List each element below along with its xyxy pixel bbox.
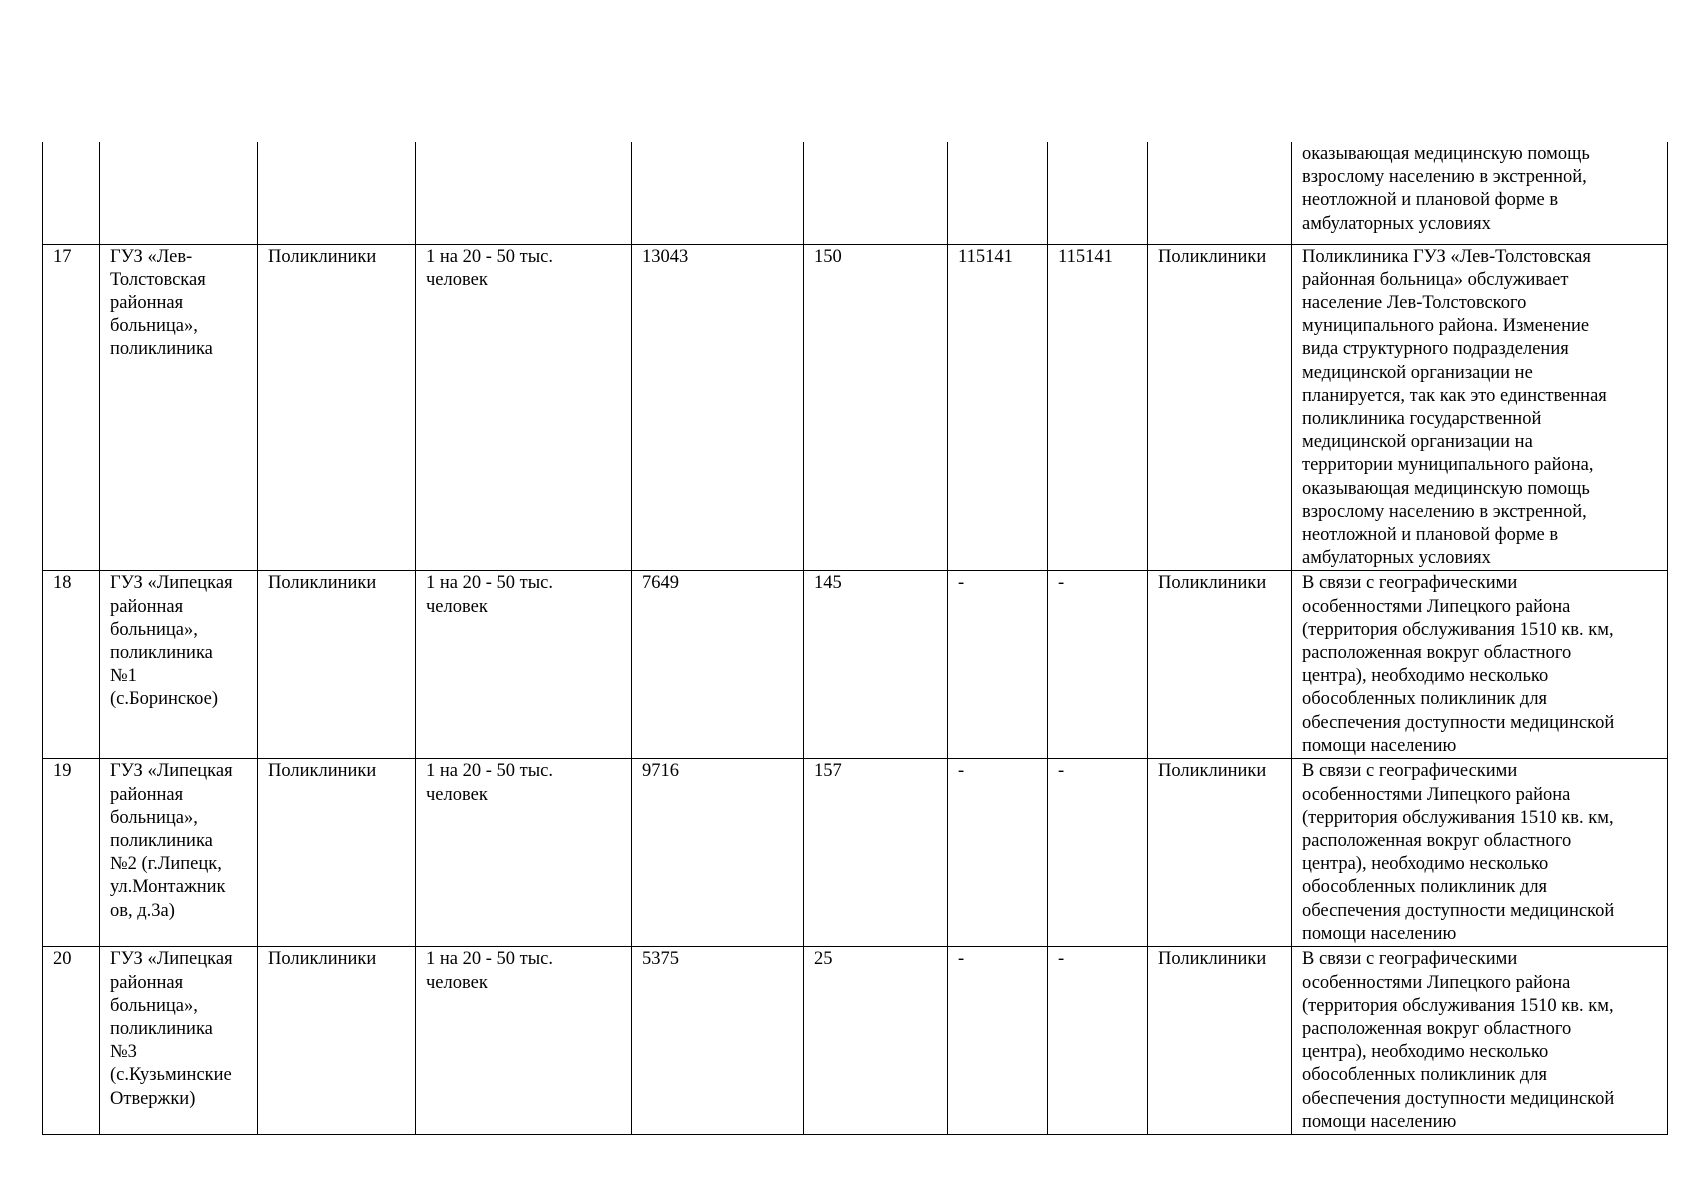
cell-note: В связи с географическими особенностями Липецкого района (территория обслуживания 1510 кв. км, расположенная вокруг областного центра), необходимо несколько обособленных поликлиник для обеспечения доступности медицинской помощи населению <box>1292 571 1668 759</box>
cell-type: Поликлиники <box>258 759 416 947</box>
cell-col6: 150 <box>804 244 948 571</box>
cell-col8: - <box>1048 759 1148 947</box>
cell-organization: ГУЗ «Липецкая районная больница», поликлиника №3 (с.Кузьминские Отвержки) <box>100 947 258 1135</box>
cell-col8 <box>1048 142 1148 244</box>
cell-number <box>43 142 100 244</box>
cell-col7: 115141 <box>948 244 1048 571</box>
facilities-table <box>42 142 1668 1135</box>
cell-number: 17 <box>43 244 100 571</box>
cell-norm <box>416 142 632 244</box>
cell-norm: 1 на 20 - 50 тыс. человек <box>416 571 632 759</box>
cell-population: 5375 <box>632 947 804 1135</box>
cell-type: Поликлиники <box>258 244 416 571</box>
cell-col6 <box>804 142 948 244</box>
cell-col7: - <box>948 759 1048 947</box>
cell-norm: 1 на 20 - 50 тыс. человек <box>416 759 632 947</box>
cell-kind: Поликлиники <box>1148 947 1292 1135</box>
cell-col7: - <box>948 571 1048 759</box>
cell-number: 19 <box>43 759 100 947</box>
table-row <box>43 244 1668 571</box>
cell-organization <box>100 142 258 244</box>
cell-kind: Поликлиники <box>1148 244 1292 571</box>
cell-kind: Поликлиники <box>1148 759 1292 947</box>
cell-population <box>632 142 804 244</box>
cell-organization: ГУЗ «Липецкая районная больница», поликлиника №1 (с.Боринское) <box>100 571 258 759</box>
cell-norm: 1 на 20 - 50 тыс. человек <box>416 244 632 571</box>
table-row <box>43 142 1668 244</box>
cell-population: 13043 <box>632 244 804 571</box>
cell-note: В связи с географическими особенностями Липецкого района (территория обслуживания 1510 кв. км, расположенная вокруг областного центра), необходимо несколько обособленных поликлиник для обеспечения доступности медицинской помощи населению <box>1292 759 1668 947</box>
cell-number: 20 <box>43 947 100 1135</box>
cell-col6: 145 <box>804 571 948 759</box>
cell-type: Поликлиники <box>258 571 416 759</box>
cell-kind <box>1148 142 1292 244</box>
table-body <box>43 142 1668 1135</box>
cell-organization: ГУЗ «Лев- Толстовская районная больница», поликлиника <box>100 244 258 571</box>
cell-col8: 115141 <box>1048 244 1148 571</box>
table-row <box>43 759 1668 947</box>
cell-col6: 25 <box>804 947 948 1135</box>
table-row <box>43 571 1668 759</box>
cell-type: Поликлиники <box>258 947 416 1135</box>
cell-population: 9716 <box>632 759 804 947</box>
cell-note: оказывающая медицинскую помощь взрослому населению в экстренной, неотложной и плановой форме в амбулаторных условиях <box>1292 142 1668 244</box>
document-page <box>42 142 1668 1135</box>
cell-kind: Поликлиники <box>1148 571 1292 759</box>
cell-type <box>258 142 416 244</box>
cell-norm: 1 на 20 - 50 тыс. человек <box>416 947 632 1135</box>
cell-col7: - <box>948 947 1048 1135</box>
cell-col8: - <box>1048 571 1148 759</box>
cell-note: Поликлиника ГУЗ «Лев-Толстовская районная больница» обслуживает население Лев-Толстовского муниципального района. Изменение вида структурного подразделения медицинской организации не планируется, так как это единственная поликлиника государственной медицинской организации на территории муниципального района, оказывающая медицинскую помощь взрослому населению в экстренной, неотложной и плановой форме в амбулаторных условиях <box>1292 244 1668 571</box>
cell-note: В связи с географическими особенностями Липецкого района (территория обслуживания 1510 кв. км, расположенная вокруг областного центра), необходимо несколько обособленных поликлиник для обеспечения доступности медицинской помощи населению <box>1292 947 1668 1135</box>
cell-number: 18 <box>43 571 100 759</box>
cell-col6: 157 <box>804 759 948 947</box>
cell-col7 <box>948 142 1048 244</box>
cell-col8: - <box>1048 947 1148 1135</box>
cell-population: 7649 <box>632 571 804 759</box>
table-row <box>43 947 1668 1135</box>
cell-organization: ГУЗ «Липецкая районная больница», поликлиника №2 (г.Липецк, ул.Монтажник ов, д.3а) <box>100 759 258 947</box>
